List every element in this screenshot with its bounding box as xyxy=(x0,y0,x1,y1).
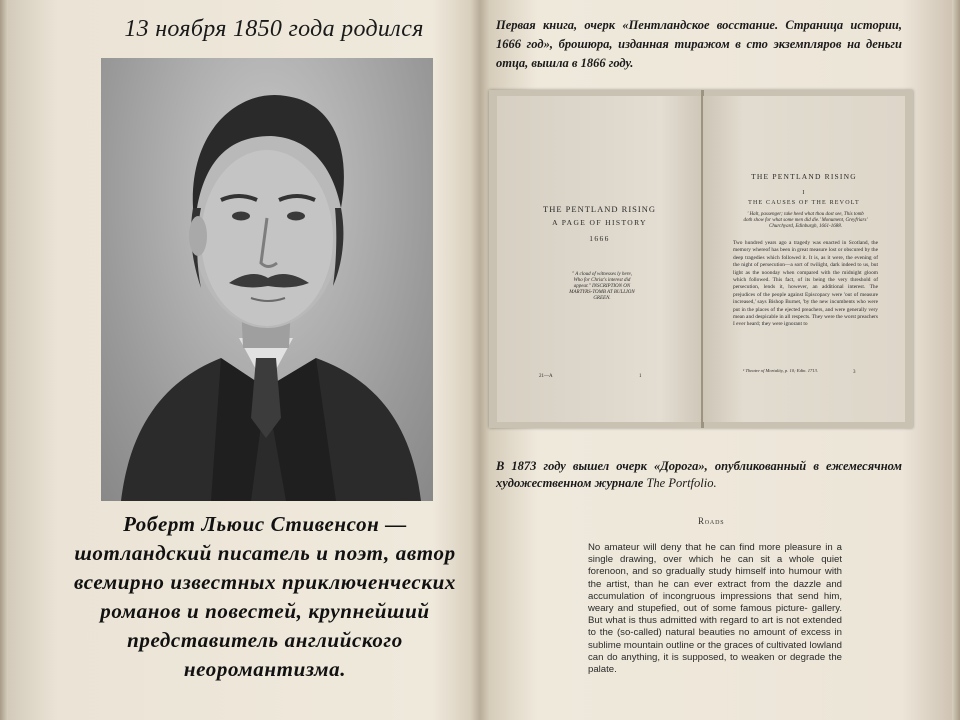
book-title-page xyxy=(497,96,702,422)
roads-essay-excerpt: No amateur will deny that he can find more pleasure in a single drawing, over which he can sit a whole quiet forenoon, and so gradually study himself into humour with the artist, than he can ever extract from the dazzle and accumulation of incongruous impressions that send him, weary and stupefied, out of some famous picture- gallery. But what is thus admitted with regard to art is not extended to the (so-called) natural beauties no amount of excess in sublime mountain outline or the graces of cultivated lowland can do anything, it is supposed, to weaken or degrade the palate. xyxy=(588,542,842,676)
chapter-body-text: Two hundred years ago a tragedy was enacted in Scotland, the memory whereof has been in great measure lost or obscured by the deep tragedies which followed it. It is, as it were, the evening of the night of persecution—a sort of twilight, dark indeed to us, but light as the noonday when compared with the midnight gloom which followed. This fact, of its being the very threshold of persecution, lends it, however, an additional interest. The prejudices of the people against Episcopacy were 'out of measure increased,' says Bishop Burnet, 'by the new incumbents who were put in the places of the ejected preachers, and were generally very mean and despicable in all respects. They were the worst preachers I ever heard; they were ignorant to xyxy=(733,240,878,328)
chapter-running-title: THE PENTLAND RISING xyxy=(751,172,857,181)
first-book-caption: Первая книга, очерк «Пентландское восстание. Страница истории, 1666 год», брошюра, изданная тиражом в сто экземпляров на деньги отца, вышла в 1866 году. xyxy=(496,18,902,70)
chapter-heading: THE CAUSES OF THE REVOLT xyxy=(748,200,860,206)
pentland-rising-book-photo xyxy=(489,90,913,428)
book-page-number-right: 3 xyxy=(853,370,856,375)
roads-essay-title: Roads xyxy=(698,516,725,526)
portrait-photo xyxy=(101,58,433,501)
chapter-footnote: ¹ Theatre of Mortality, p. 10; Edin. 1713. xyxy=(743,368,819,373)
chapter-epigraph: ' Halt, passenger; take heed what thou dost see, This tomb doth show for what some men did die.' Monument, Greyfriars' Churchyard, Edinburgh, 1661-1688. xyxy=(743,212,868,229)
book-year: 1666 xyxy=(589,234,610,243)
book-signature: 21—A xyxy=(539,374,553,379)
book-epigraph: " A cloud of witnesses ly here, Who for Christ's interest did appear." INSCRIPTION ON MARTYRS-TOMB AT BULLION GREEN. xyxy=(569,272,635,301)
left-page xyxy=(0,0,478,720)
journal-name: The Portfolio. xyxy=(646,476,717,490)
book-page-number-left: 1 xyxy=(639,374,642,379)
right-page xyxy=(482,0,960,720)
book-subtitle: A PAGE OF HISTORY xyxy=(552,218,647,227)
book-first-page xyxy=(703,96,905,422)
book-title: THE PENTLAND RISING xyxy=(543,204,656,214)
chapter-number: I xyxy=(802,190,806,196)
roads-caption-text: В 1873 году вышел очерк «Дорога», опубликованный в ежемесячном художественном журнале xyxy=(496,459,902,490)
roads-essay-caption xyxy=(496,458,902,492)
portrait-illustration xyxy=(101,58,433,501)
biography-text: Роберт Льюис Стивенсон — шотландский писатель и поэт, автор всемирно известных приключенческих романов и повестей, крупнейший представитель английского неоромантизма. xyxy=(74,512,456,681)
birth-date-heading: 13 ноября 1850 года родился xyxy=(124,16,424,42)
